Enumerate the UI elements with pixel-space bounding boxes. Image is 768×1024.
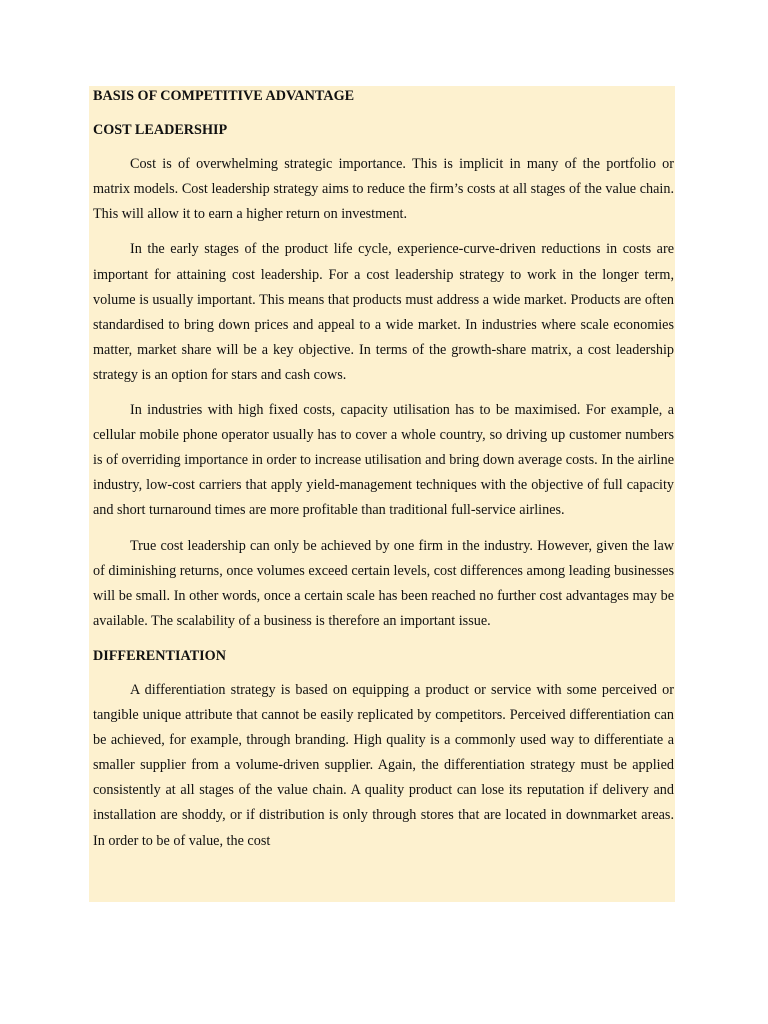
section-heading-differentiation: DIFFERENTIATION bbox=[93, 647, 226, 664]
paragraph: A differentiation strategy is based on equipping a product or service with some perceived or tangible unique attribute that cannot be easily replicated by competitors. Perceived differentiation can be achieved, for example, through branding. High quality is a commonly used way to differentiate a smaller supplier from a volume-driven supplier. Again, the differentiation strategy must be applied consistently at all stages of the value chain. A quality product can lose its reputation if delivery and installation are shoddy, or if distribution is only through stores that are located in downmarket areas. In order to be of value, the cost bbox=[93, 681, 674, 849]
section-heading-cost-leadership: COST LEADERSHIP bbox=[93, 122, 228, 139]
paragraph: True cost leadership can only be achieved by one firm in the industry. However, given the law of diminishing returns, once volumes exceed certain levels, cost differences among leading businesses will be small. In other words, once a certain scale has been reached no further cost advantages may be available. The scalability of a business is therefore an important issue. bbox=[93, 537, 674, 629]
paragraph: In the early stages of the product life cycle, experience-curve-driven reductions in costs are important for attaining cost leadership. For a cost leadership strategy to work in the longer term, volume is usually important. This means that products must address a wide market. Products are often standardised to bring down prices and appeal to a wide market. In industries where scale economies matter, market share will be a key objective. In terms of the growth-share matrix, a cost leadership strategy is an option for stars and cash cows. bbox=[93, 241, 674, 383]
document-title: BASIS OF COMPETITIVE ADVANTAGE bbox=[93, 88, 355, 104]
document-body bbox=[93, 86, 674, 864]
paragraph: In industries with high fixed costs, capacity utilisation has to be maximised. For example, a cellular mobile phone operator usually has to cover a whole country, so driving up customer numbers is of overriding importance in order to increase utilisation and bring down average costs. In the airline industry, low-cost carriers that apply yield-management techniques with the objective of full capacity and short turnaround times are more profitable than traditional full-service airlines. bbox=[93, 402, 674, 519]
paragraph: Cost is of overwhelming strategic importance. This is implicit in many of the portfolio or matrix models. Cost leadership strategy aims to reduce the firm’s costs at all stages of the value chain. This will allow it to earn a higher return on investment. bbox=[93, 156, 674, 223]
